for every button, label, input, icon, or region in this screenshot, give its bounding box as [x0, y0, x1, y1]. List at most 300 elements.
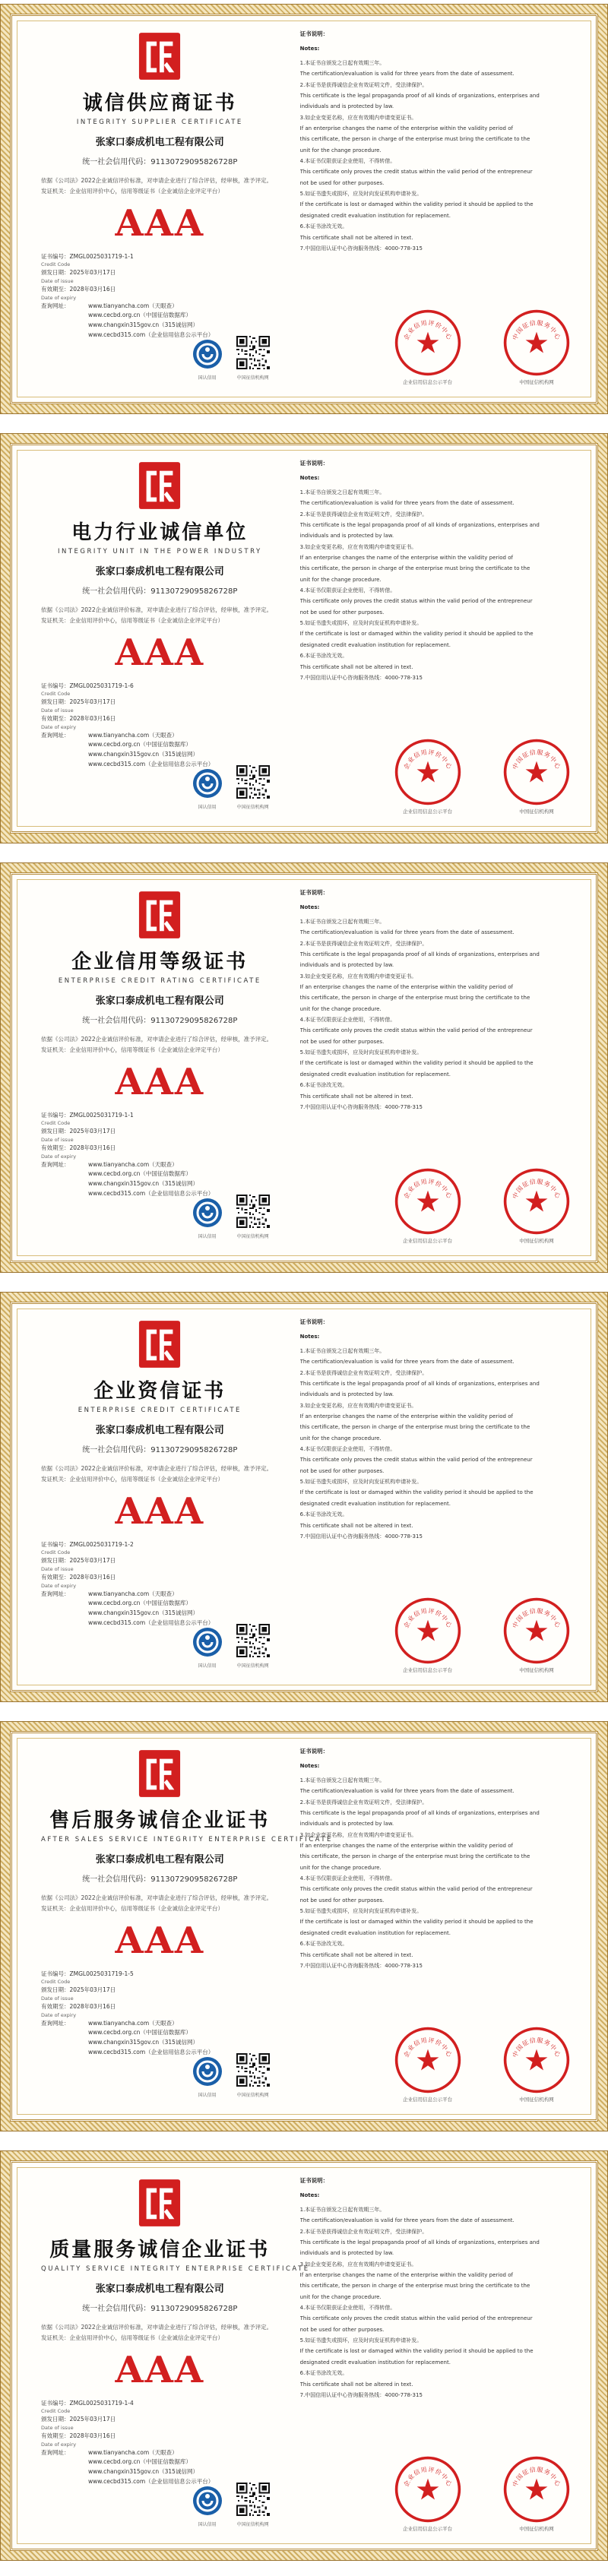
seal-caption: 企业信用信息公示平台: [403, 1238, 453, 1244]
note-line: not be used for other purposes.: [299, 2326, 385, 2333]
note-line: This certificate shall not be altered in text.: [299, 1093, 413, 1100]
query-links: [41, 1160, 279, 1199]
note-line: This certificate only proves the credit status within the valid period of the entrepreneur: [299, 169, 533, 176]
query-label: 查询网址：: [41, 1160, 70, 1168]
note-line: 3.如企业变更名称，应在有效期内申请变更证书。: [299, 114, 417, 121]
query-link[interactable]: www.cecbd.org.cn（中国征信数据库）: [88, 1600, 192, 1607]
scope-line: 依据《公司法》2022企业诚信评价标准，对申请企业进行了综合评估，经审核，准予评定。: [41, 1894, 273, 1901]
query-links: [41, 302, 279, 340]
query-link[interactable]: www.cecbd315.com（企业信用信息公示平台）: [88, 2048, 214, 2055]
note-line: This certificate is the legal propaganda proof of all kinds of organizations, enterprises and: [299, 522, 540, 529]
note-line: 2.本证书是获得诚信企业有效证明文件，受法律保护。: [299, 511, 428, 517]
query-link[interactable]: www.cecbd.org.cn（中国征信数据库）: [88, 741, 192, 748]
query-links: [41, 731, 279, 770]
certificate-frame: [10, 443, 598, 834]
qr-caption: 中国征信机构网: [236, 375, 269, 381]
seal-caption: 中国征信机构网: [519, 379, 554, 385]
scope-line: 发证机关：企业信用评价中心，信用等级证书（企业诚信企业评定平台）: [41, 1046, 223, 1054]
note-line: designated credit evaluation institution for replacement.: [299, 1500, 451, 1507]
expiry-date-en: Date of expiry: [41, 294, 77, 301]
emblem-caption: 国认信用: [198, 2093, 217, 2098]
certificate-subtitle: QUALITY SERVICE INTEGRITY ENTERPRISE CERTIFICATE: [41, 2265, 310, 2273]
company-name: 张家口泰成机电工程有限公司: [95, 566, 224, 578]
issue-date-en: Date of issue: [41, 1995, 74, 2002]
query-link[interactable]: www.tianyancha.com（天眼查）: [88, 302, 178, 309]
certificate-meta: [41, 682, 279, 731]
note-line: If the certificate is lost or damaged within the validity period it should be applied to the: [299, 2348, 534, 2355]
certificate-left-panel: [12, 445, 293, 831]
query-label: 查询网址：: [41, 2448, 70, 2456]
note-line: This certificate is the legal propaganda proof of all kinds of organizations, enterprises and: [299, 951, 540, 958]
official-seal: [391, 1167, 464, 1244]
notes-title-en: Notes:: [299, 1763, 320, 1769]
note-line: not be used for other purposes.: [299, 179, 385, 186]
query-link[interactable]: www.changxin315gov.cn（315诚信网）: [88, 1609, 198, 1617]
credit-emblem: [191, 339, 224, 381]
certificate-title: 售后服务诚信企业证书: [49, 1809, 271, 1832]
note-line: If an enterprise changes the name of the enterprise within the validity period of: [299, 1413, 513, 1420]
seal-text: 中国征信服务中心: [511, 1177, 562, 1200]
credit-code-en: Credit Code: [41, 691, 71, 698]
note-line: This certificate shall not be altered in text.: [299, 2381, 413, 2388]
red-seal-icon: [502, 1167, 571, 1236]
red-seal-icon: [394, 1597, 462, 1665]
certificate-4: [0, 1292, 608, 1702]
rating-grade: AAA: [115, 1060, 205, 1103]
scope-line: 发证机关：企业信用评价中心，信用等级证书（企业诚信企业评定平台）: [41, 617, 223, 625]
note-line: The certification/evaluation is valid for three years from the date of assessment.: [299, 500, 515, 507]
note-line: If an enterprise changes the name of the enterprise within the validity period of: [299, 2272, 513, 2279]
issue-date: 颁发日期：2025年03月17日: [41, 1986, 116, 1994]
globe-emblem-icon: [192, 2486, 223, 2516]
scope-line: 发证机关：企业信用评价中心，信用等级证书（企业诚信企业评定平台）: [41, 1476, 223, 1483]
note-line: designated credit evaluation institution for replacement.: [299, 641, 451, 648]
company-name: 张家口泰成机电工程有限公司: [95, 1854, 224, 1866]
note-line: 4.本证书仅限获证企业使用，不得转借。: [299, 1446, 396, 1453]
social-credit-code: 统一社会信用代码：91130729095826728P: [82, 2305, 238, 2313]
official-seals: [361, 736, 581, 815]
note-line: This certificate only proves the credit status within the valid period of the entrepreneur: [299, 1027, 533, 1034]
notes-title-en: Notes:: [299, 904, 320, 910]
note-line: designated credit evaluation institution for replacement.: [299, 2359, 451, 2366]
official-seal: [391, 2026, 464, 2103]
qr-code-icon[interactable]: [236, 2483, 270, 2516]
query-links: [41, 2019, 279, 2058]
query-label: 查询网址：: [41, 2019, 70, 2027]
note-line: 1.本证书自颁发之日起有效期三年。: [299, 2207, 385, 2213]
rating-grade: AAA: [115, 631, 205, 674]
certificate-right-panel: [293, 2163, 596, 2549]
seal-text: 企业信用评价中心: [401, 2036, 454, 2059]
query-link[interactable]: www.cecbd.org.cn（中国征信数据库）: [88, 1170, 192, 1178]
certificate-title: 企业信用等级证书: [71, 951, 249, 973]
notes-title: 证书说明：: [299, 889, 329, 896]
scope-line: 依据《公司法》2022企业诚信评价标准，对申请企业进行了综合评估，经审核，准予评定。: [41, 1036, 273, 1043]
query-link[interactable]: www.cecbd315.com（企业信用信息公示平台）: [88, 2477, 214, 2485]
note-line: unit for the change procedure.: [299, 1435, 382, 1441]
globe-emblem-icon: [192, 768, 223, 799]
notes-list: [300, 1775, 581, 1971]
qr-caption: 中国征信机构网: [236, 1234, 269, 1239]
red-seal-icon: [502, 2455, 571, 2524]
notes-title-en: Notes:: [299, 475, 320, 481]
note-line: not be used for other purposes.: [299, 1038, 385, 1045]
note-line: 5.如证书遗失或损坏，应及时向发证机构申请补发。: [299, 2337, 423, 2344]
certificate-frame: [10, 1731, 598, 2122]
query-link[interactable]: www.cecbd.org.cn（中国征信数据库）: [88, 312, 192, 319]
issue-date-en: Date of issue: [41, 277, 74, 284]
note-line: 7.中国信用认证中心咨询服务热线：4000-778-315: [299, 1962, 423, 1969]
seal-caption: 中国征信机构网: [519, 809, 554, 815]
note-line: This certificate only proves the credit status within the valid period of the entrepreneur: [299, 1457, 533, 1464]
globe-emblem-icon: [192, 1198, 223, 1228]
note-line: If the certificate is lost or damaged within the validity period it should be applied to the: [299, 631, 534, 638]
certificate-title: 企业资信证书: [93, 1380, 226, 1403]
scope-line: 依据《公司法》2022企业诚信评价标准，对申请企业进行了综合评估，经审核，准予评定。: [41, 606, 273, 613]
credit-code-en: Credit Code: [41, 1549, 71, 1556]
certificate-scope: [41, 176, 279, 198]
certificate-right-panel: [293, 16, 596, 402]
red-seal-icon: [502, 738, 571, 806]
note-line: 5.如证书遗失或损坏，应及时向发证机构申请补发。: [299, 1908, 423, 1915]
certificate-left-panel: [12, 1304, 293, 1690]
certificate-scope: [41, 605, 279, 627]
certificate-meta: [41, 1970, 279, 2019]
note-line: 4.本证书仅限获证企业使用，不得转借。: [299, 1017, 396, 1024]
seal-text: 企业信用评价中心: [401, 2465, 454, 2488]
note-line: unit for the change procedure.: [299, 576, 382, 583]
query-link[interactable]: www.cecbd315.com（企业信用信息公示平台）: [88, 331, 214, 338]
official-seal: [391, 738, 464, 815]
certificate-right-panel: [293, 445, 596, 831]
certificate-frame: [10, 2160, 598, 2551]
certificate-meta: [41, 1111, 279, 1160]
note-line: 1.本证书自颁发之日起有效期三年。: [299, 919, 385, 925]
rating-grade: AAA: [115, 201, 205, 245]
scope-line: 依据《公司法》2022企业诚信评价标准，对申请企业进行了综合评估，经审核，准予评定。: [41, 177, 273, 184]
official-seals: [361, 306, 581, 385]
credit-logo-icon: [138, 31, 182, 81]
seal-text: 企业信用评价中心: [401, 318, 454, 341]
notes-title-en: Notes:: [299, 2192, 320, 2198]
note-line: individuals and is protected by law.: [299, 2250, 394, 2257]
credit-emblem: [191, 1198, 224, 1239]
qr-caption: 中国征信机构网: [236, 1663, 269, 1669]
note-line: This certificate only proves the credit status within the valid period of the entrepreneur: [299, 598, 533, 605]
note-line: This certificate shall not be altered in text.: [299, 1522, 413, 1529]
note-line: If the certificate is lost or damaged within the validity period it should be applied to the: [299, 1060, 534, 1067]
query-link[interactable]: www.cecbd315.com（企业信用信息公示平台）: [88, 760, 214, 767]
expiry-date-en: Date of expiry: [41, 723, 77, 730]
certificate-left-panel: [12, 16, 293, 402]
note-line: 2.本证书是获得诚信企业有效证明文件，受法律保护。: [299, 940, 428, 947]
notes-title: 证书说明：: [299, 2177, 329, 2184]
note-line: this certificate, the person in charge of the enterprise must bring the certificate to the: [299, 1424, 530, 1431]
certificate-scope: [41, 2322, 279, 2344]
query-link[interactable]: www.tianyancha.com（天眼查）: [88, 1590, 178, 1597]
seal-text: 中国征信服务中心: [511, 318, 562, 341]
certificate-subtitle: INTEGRITY SUPPLIER CERTIFICATE: [76, 119, 243, 126]
seal-caption: 企业信用信息公示平台: [403, 2526, 453, 2532]
seal-text: 中国征信服务中心: [511, 748, 562, 771]
red-seal-icon: [502, 1597, 571, 1665]
note-line: The certification/evaluation is valid for three years from the date of assessment.: [299, 71, 515, 78]
expiry-date: 有效期至：2028年03月16日: [41, 285, 116, 293]
credit-emblem: [191, 2486, 224, 2527]
note-line: If the certificate is lost or damaged within the validity period it should be applied to the: [299, 1919, 534, 1926]
certificate-meta: [41, 2399, 279, 2448]
expiry-date: 有效期至：2028年03月16日: [41, 1144, 116, 1151]
qr-code-icon[interactable]: [236, 1195, 270, 1228]
credit-logo-icon: [138, 1748, 182, 1799]
official-seal: [391, 1597, 464, 1673]
company-name: 张家口泰成机电工程有限公司: [95, 995, 224, 1007]
social-credit-code: 统一社会信用代码：91130729095826728P: [82, 1446, 238, 1454]
certificate-1: [0, 4, 608, 414]
note-line: this certificate, the person in charge of the enterprise must bring the certificate to the: [299, 136, 530, 143]
seal-caption: 中国征信机构网: [519, 2526, 554, 2532]
note-line: not be used for other purposes.: [299, 1467, 385, 1474]
certificate-2: [0, 433, 608, 843]
issue-date: 颁发日期：2025年03月17日: [41, 698, 116, 706]
qr-code-icon[interactable]: [236, 765, 270, 799]
seal-caption: 企业信用信息公示平台: [403, 2097, 453, 2103]
note-line: 3.如企业变更名称，应在有效期内申请变更证书。: [299, 1831, 417, 1838]
query-link[interactable]: www.tianyancha.com（天眼查）: [88, 731, 178, 739]
note-line: not be used for other purposes.: [299, 1897, 385, 1904]
social-credit-code: 统一社会信用代码：91130729095826728P: [82, 158, 238, 166]
note-line: 5.如证书遗失或损坏，应及时向发证机构申请补发。: [299, 620, 423, 627]
note-line: 4.本证书仅限获证企业使用，不得转借。: [299, 158, 396, 165]
query-link[interactable]: www.changxin315gov.cn（315诚信网）: [88, 321, 198, 329]
note-line: 5.如证书遗失或损坏，应及时向发证机构申请补发。: [299, 1479, 423, 1486]
certificate-subtitle: AFTER SALES SERVICE INTEGRITY ENTERPRISE CERTIFICATE: [41, 1836, 333, 1843]
note-line: If an enterprise changes the name of the enterprise within the validity period of: [299, 984, 513, 991]
globe-emblem-icon: [192, 1627, 223, 1657]
red-seal-icon: [394, 309, 462, 377]
note-line: this certificate, the person in charge of the enterprise must bring the certificate to the: [299, 2283, 530, 2290]
note-line: 2.本证书是获得诚信企业有效证明文件，受法律保护。: [299, 81, 428, 88]
notes-list: [300, 2204, 581, 2400]
issue-date: 颁发日期：2025年03月17日: [41, 269, 116, 277]
query-label: 查询网址：: [41, 302, 70, 309]
scope-line: 发证机关：企业信用评价中心，信用等级证书（企业诚信企业评定平台）: [41, 1905, 223, 1913]
seal-caption: 企业信用信息公示平台: [403, 379, 453, 385]
emblem-caption: 国认信用: [198, 1234, 217, 1239]
note-line: this certificate, the person in charge of the enterprise must bring the certificate to the: [299, 995, 530, 1002]
notes-title: 证书说明：: [299, 1318, 329, 1325]
note-line: This certificate only proves the credit status within the valid period of the entrepreneur: [299, 2315, 533, 2322]
certificate-title: 诚信供应商证书: [82, 92, 237, 115]
note-line: unit for the change procedure.: [299, 147, 382, 153]
expiry-date: 有效期至：2028年03月16日: [41, 1573, 116, 1581]
qr-caption: 中国征信机构网: [236, 2522, 269, 2527]
note-line: This certificate only proves the credit status within the valid period of the entrepreneur: [299, 1886, 533, 1893]
qr-code-icon[interactable]: [236, 336, 270, 369]
note-line: 2.本证书是获得诚信企业有效证明文件，受法律保护。: [299, 2228, 428, 2235]
note-line: The certification/evaluation is valid for three years from the date of assessment.: [299, 1359, 515, 1366]
note-line: 2.本证书是获得诚信企业有效证明文件，受法律保护。: [299, 1369, 428, 1376]
note-line: If the certificate is lost or damaged within the validity period it should be applied to the: [299, 1489, 534, 1496]
official-seals: [361, 2453, 581, 2532]
note-line: 7.中国信用认证中心咨询服务热线：4000-778-315: [299, 1533, 423, 1540]
seal-caption: 中国征信机构网: [519, 2097, 554, 2103]
note-line: individuals and is protected by law.: [299, 962, 394, 969]
note-line: this certificate, the person in charge of the enterprise must bring the certificate to the: [299, 565, 530, 572]
expiry-date: 有效期至：2028年03月16日: [41, 2002, 116, 2010]
rating-grade: AAA: [115, 1919, 205, 1962]
official-seal: [500, 2026, 573, 2103]
scope-line: 依据《公司法》2022企业诚信评价标准，对申请企业进行了综合评估，经审核，准予评定。: [41, 2324, 273, 2331]
notes-list: [300, 916, 581, 1112]
red-seal-icon: [394, 738, 462, 806]
note-line: This certificate is the legal propaganda proof of all kinds of organizations, enterprises and: [299, 93, 540, 100]
note-line: If an enterprise changes the name of the enterprise within the validity period of: [299, 555, 513, 562]
query-link[interactable]: www.cecbd315.com（企业信用信息公示平台）: [88, 1189, 214, 1197]
query-link[interactable]: www.changxin315gov.cn（315诚信网）: [88, 2468, 198, 2476]
certificate-scope: [41, 1893, 279, 1915]
company-name: 张家口泰成机电工程有限公司: [95, 2283, 224, 2295]
query-link[interactable]: www.cecbd.org.cn（中国征信数据库）: [88, 2458, 192, 2466]
credit-logo-icon: [138, 1319, 182, 1369]
company-name: 张家口泰成机电工程有限公司: [95, 137, 224, 148]
note-line: 7.中国信用认证中心咨询服务热线：4000-778-315: [299, 2391, 423, 2398]
certificate-number: 证书编号：ZMGL0025031719-1-4: [41, 2399, 134, 2407]
issue-date-en: Date of issue: [41, 1136, 74, 1143]
credit-emblem: [191, 768, 224, 810]
note-line: This certificate shall not be altered in text.: [299, 1951, 413, 1958]
social-credit-code: 统一社会信用代码：91130729095826728P: [82, 1017, 238, 1025]
qr-code-icon[interactable]: [236, 2053, 270, 2087]
certificate-right-panel: [293, 1733, 596, 2119]
note-line: individuals and is protected by law.: [299, 1821, 394, 1828]
note-line: designated credit evaluation institution for replacement.: [299, 212, 451, 219]
certificate-scope: [41, 1464, 279, 1486]
note-line: The certification/evaluation is valid for three years from the date of assessment.: [299, 929, 515, 936]
qr-code-icon[interactable]: [236, 1624, 270, 1657]
issue-date: 颁发日期：2025年03月17日: [41, 2416, 116, 2423]
issue-date: 颁发日期：2025年03月17日: [41, 1557, 116, 1565]
note-line: 2.本证书是获得诚信企业有效证明文件，受法律保护。: [299, 1799, 428, 1805]
seal-text: 中国征信服务中心: [511, 2036, 562, 2059]
query-link[interactable]: www.tianyancha.com（天眼查）: [88, 1160, 178, 1168]
note-line: this certificate, the person in charge of the enterprise must bring the certificate to the: [299, 1853, 530, 1860]
note-line: unit for the change procedure.: [299, 1864, 382, 1871]
official-seals: [361, 1165, 581, 1244]
query-link[interactable]: www.changxin315gov.cn（315诚信网）: [88, 1180, 198, 1188]
expiry-date-en: Date of expiry: [41, 1153, 77, 1160]
red-seal-icon: [394, 1167, 462, 1236]
qr-code-block: [230, 2483, 276, 2527]
note-line: If the certificate is lost or damaged within the validity period it should be applied to the: [299, 201, 534, 208]
official-seal: [500, 1167, 573, 1244]
expiry-date: 有效期至：2028年03月16日: [41, 714, 116, 722]
seal-text: 中国征信服务中心: [511, 1606, 562, 1629]
note-line: If an enterprise changes the name of the enterprise within the validity period of: [299, 1843, 513, 1850]
credit-logo-icon: [138, 890, 182, 940]
note-line: 6.本证书涂改无效。: [299, 2370, 348, 2377]
official-seal: [391, 309, 464, 385]
query-link[interactable]: www.tianyancha.com（天眼查）: [88, 2448, 178, 2456]
emblem-caption: 国认信用: [198, 805, 217, 810]
note-line: 3.如企业变更名称，应在有效期内申请变更证书。: [299, 973, 417, 979]
query-link[interactable]: www.changxin315gov.cn（315诚信网）: [88, 2039, 198, 2046]
certificate-number: 证书编号：ZMGL0025031719-1-5: [41, 1970, 134, 1977]
seal-caption: 企业信用信息公示平台: [403, 809, 453, 815]
official-seal: [500, 738, 573, 815]
note-line: not be used for other purposes.: [299, 609, 385, 616]
credit-code-en: Credit Code: [41, 2408, 71, 2415]
note-line: The certification/evaluation is valid for three years from the date of assessment.: [299, 2217, 515, 2224]
official-seal: [500, 1597, 573, 1673]
seal-caption: 中国征信机构网: [519, 1238, 554, 1244]
issue-date-en: Date of issue: [41, 1565, 74, 1572]
red-seal-icon: [502, 2026, 571, 2094]
seal-text: 中国征信服务中心: [511, 2465, 562, 2488]
query-link[interactable]: www.tianyancha.com（天眼查）: [88, 2019, 178, 2027]
credit-logo-icon: [138, 2178, 182, 2228]
issue-date: 颁发日期：2025年03月17日: [41, 1128, 116, 1135]
credit-code-en: Credit Code: [41, 1120, 71, 1127]
certificate-right-panel: [293, 1304, 596, 1690]
query-link[interactable]: www.cecbd.org.cn（中国征信数据库）: [88, 2029, 192, 2036]
certificate-number: 证书编号：ZMGL0025031719-1-2: [41, 1540, 134, 1548]
seal-text: 企业信用评价中心: [401, 1177, 454, 1200]
note-line: 3.如企业变更名称，应在有效期内申请变更证书。: [299, 543, 417, 550]
query-label: 查询网址：: [41, 1590, 70, 1597]
certificate-right-panel: [293, 875, 596, 1261]
note-line: 7.中国信用认证中心咨询服务热线：4000-778-315: [299, 674, 423, 681]
notes-list: [300, 1346, 581, 1542]
certificate-frame: [10, 14, 598, 404]
note-line: 6.本证书涂改无效。: [299, 1082, 348, 1089]
certificate-number: 证书编号：ZMGL0025031719-1-6: [41, 682, 134, 689]
note-line: 4.本证书仅限获证企业使用，不得转借。: [299, 587, 396, 594]
expiry-date-en: Date of expiry: [41, 2011, 77, 2018]
note-line: This certificate is the legal propaganda proof of all kinds of organizations, enterprises and: [299, 1810, 540, 1817]
seal-caption: 企业信用信息公示平台: [403, 1667, 453, 1673]
note-line: 4.本证书仅限获证企业使用，不得转借。: [299, 1875, 396, 1882]
seal-caption: 中国征信机构网: [519, 1667, 554, 1673]
note-line: 5.如证书遗失或损坏，应及时向发证机构申请补发。: [299, 1049, 423, 1056]
certificate-5: [0, 1721, 608, 2131]
issue-date-en: Date of issue: [41, 707, 74, 714]
scope-line: 发证机关：企业信用评价中心，信用等级证书（企业诚信企业评定平台）: [41, 188, 223, 195]
certificate-subtitle: INTEGRITY UNIT IN THE POWER INDUSTRY: [57, 548, 262, 555]
certificate-title: 电力行业诚信单位: [71, 521, 249, 544]
seal-text: 企业信用评价中心: [401, 1606, 454, 1629]
seal-text: 企业信用评价中心: [401, 748, 454, 771]
query-link[interactable]: www.cecbd315.com（企业信用信息公示平台）: [88, 1619, 214, 1626]
notes-list: [300, 487, 581, 683]
rating-grade: AAA: [115, 1489, 205, 1533]
note-line: 1.本证书自颁发之日起有效期三年。: [299, 489, 385, 495]
emblem-caption: 国认信用: [198, 1663, 217, 1669]
note-line: 7.中国信用认证中心咨询服务热线：4000-778-315: [299, 245, 423, 252]
emblem-caption: 国认信用: [198, 2522, 217, 2527]
certificate-6: [0, 2150, 608, 2561]
issue-date-en: Date of issue: [41, 2424, 74, 2431]
query-link[interactable]: www.changxin315gov.cn（315诚信网）: [88, 751, 198, 758]
query-links: [41, 2448, 279, 2487]
notes-title: 证书说明：: [299, 460, 329, 467]
note-line: This certificate is the legal propaganda proof of all kinds of organizations, enterprises and: [299, 2239, 540, 2246]
notes-title-en: Notes:: [299, 1334, 320, 1340]
note-line: 3.如企业变更名称，应在有效期内申请变更证书。: [299, 1402, 417, 1409]
globe-emblem-icon: [192, 339, 223, 369]
expiry-date-en: Date of expiry: [41, 2441, 77, 2448]
note-line: 6.本证书涂改无效。: [299, 223, 348, 230]
